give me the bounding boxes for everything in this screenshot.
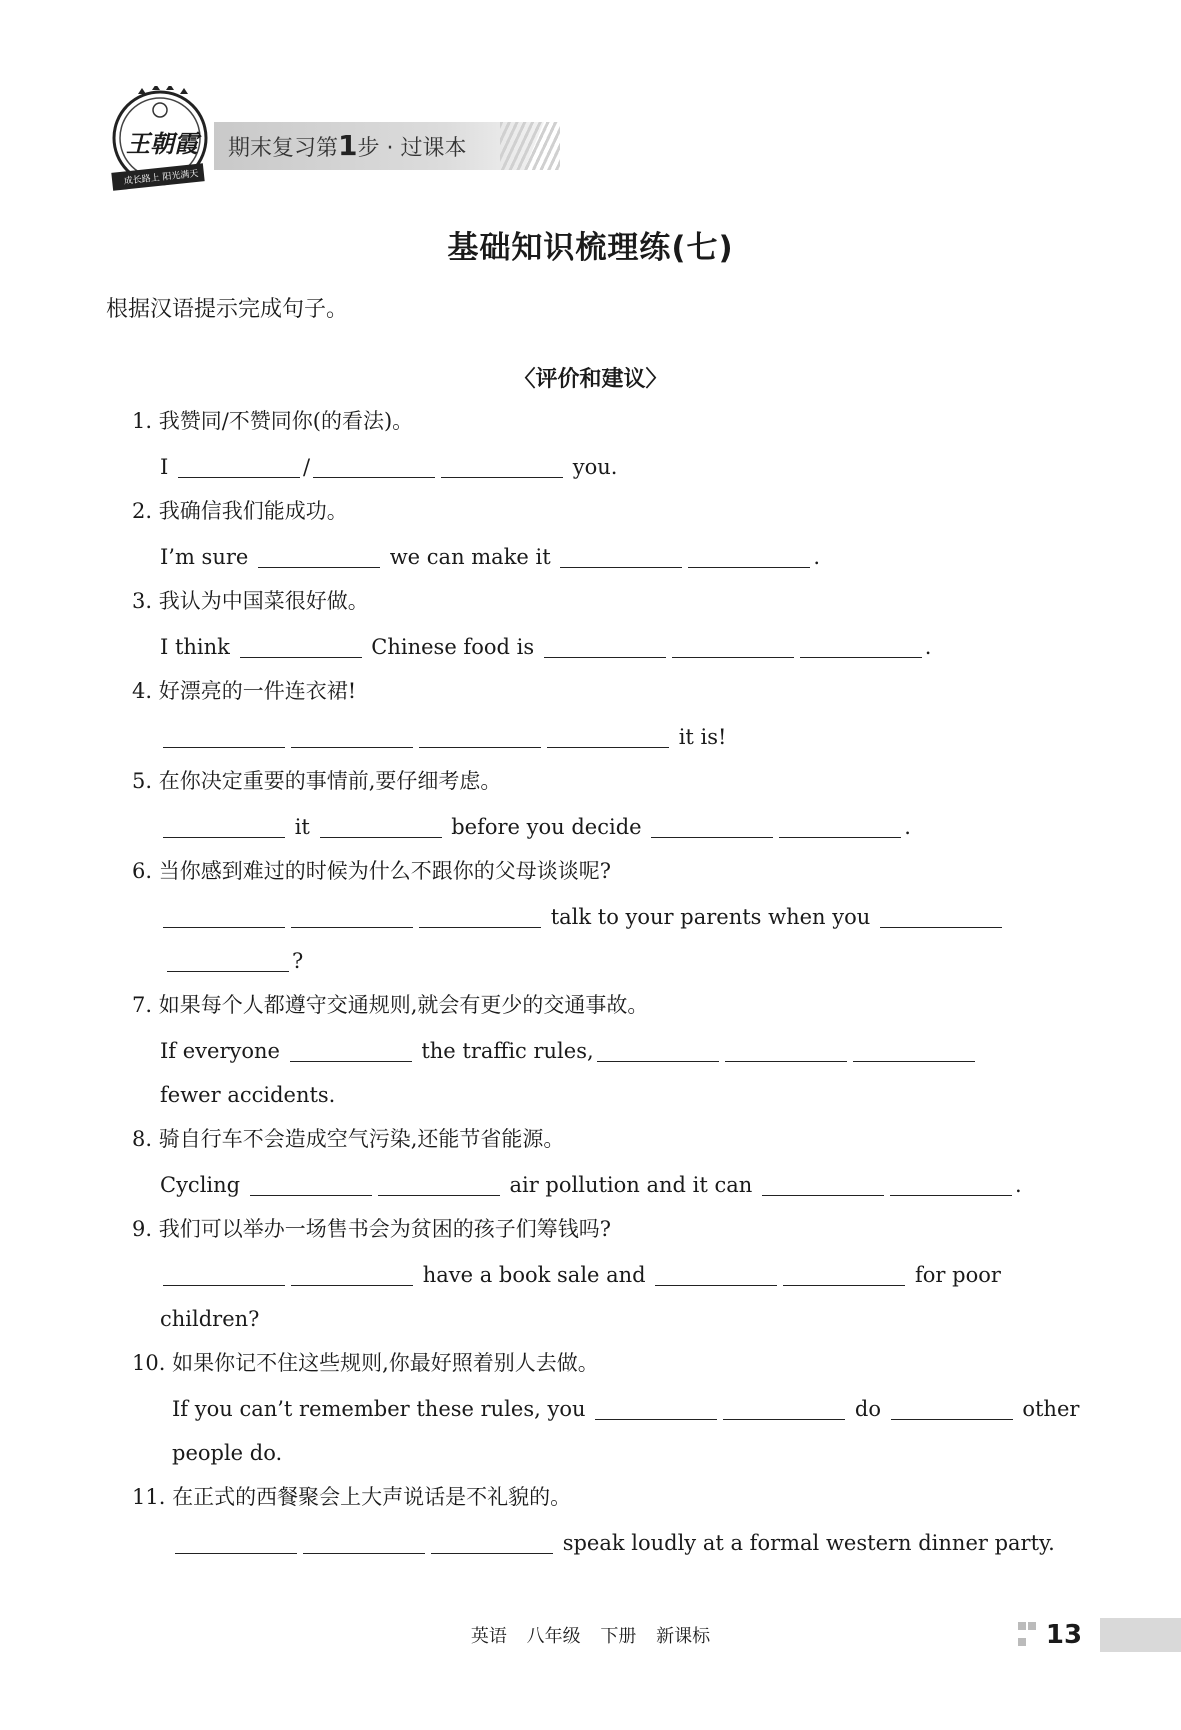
page-title: 基础知识梳理练(七): [447, 230, 734, 266]
header-stripes: [500, 122, 560, 170]
blank[interactable]: [723, 1397, 845, 1420]
blank[interactable]: [547, 725, 669, 748]
text: .: [904, 815, 911, 839]
blank[interactable]: [163, 905, 285, 928]
text: other: [1022, 1397, 1080, 1421]
question-8-en: [160, 1170, 1022, 1200]
blank[interactable]: [853, 1039, 975, 1062]
text: If everyone: [160, 1039, 280, 1063]
blank[interactable]: [651, 815, 773, 838]
question-1-en: [160, 452, 617, 482]
question-7-en: [160, 1036, 978, 1066]
blank[interactable]: [320, 815, 442, 838]
blank[interactable]: [725, 1039, 847, 1062]
question-10-en-line2: people do.: [172, 1441, 283, 1465]
blank[interactable]: [163, 1263, 285, 1286]
blank[interactable]: [291, 1263, 413, 1286]
blank[interactable]: [655, 1263, 777, 1286]
text: .: [1014, 1173, 1022, 1197]
text: ?: [292, 949, 304, 973]
text: I think: [160, 635, 230, 659]
question-11-en: [172, 1528, 1055, 1558]
instruction: 根据汉语提示完成句子。: [106, 297, 349, 322]
blank[interactable]: [163, 725, 285, 748]
question-6-cn: 6. 当你感到难过的时候为什么不跟你的父母谈谈呢?: [132, 859, 611, 883]
text: the traffic rules,: [421, 1039, 594, 1063]
blank[interactable]: [291, 725, 413, 748]
blank[interactable]: [800, 635, 922, 658]
blank[interactable]: [779, 815, 901, 838]
blank[interactable]: [431, 1531, 553, 1554]
blank[interactable]: [419, 905, 541, 928]
question-10-cn: 10. 如果你记不住这些规则,你最好照着别人去做。: [132, 1351, 599, 1375]
blank[interactable]: [163, 815, 285, 838]
text: /: [302, 455, 311, 479]
question-3-cn: 3. 我认为中国菜很好做。: [132, 589, 369, 613]
page-squares: [1018, 1618, 1038, 1652]
blank[interactable]: [672, 635, 794, 658]
blank[interactable]: [250, 1173, 372, 1196]
question-11-cn: 11. 在正式的西餐聚会上大声说话是不礼貌的。: [132, 1485, 572, 1509]
question-8-cn: 8. 骑自行车不会造成空气污染,还能节省能源。: [132, 1127, 565, 1151]
text: I’m sure: [160, 545, 249, 569]
blank[interactable]: [178, 455, 300, 478]
blank[interactable]: [313, 455, 435, 478]
blank[interactable]: [175, 1531, 297, 1554]
banner-number: 1: [338, 129, 358, 162]
text: it is!: [678, 725, 727, 749]
blank[interactable]: [890, 1173, 1012, 1196]
blank[interactable]: [783, 1263, 905, 1286]
text: .: [813, 545, 821, 569]
question-6-en: [160, 902, 1005, 932]
text: for poor: [915, 1263, 1001, 1287]
text: Cycling: [160, 1173, 241, 1197]
question-7-en-line2: fewer accidents.: [160, 1083, 336, 1107]
blank[interactable]: [880, 905, 1002, 928]
blank[interactable]: [378, 1173, 500, 1196]
text: talk to your parents when you: [550, 905, 871, 929]
footer-text: 英语 八年级 下册 新课标: [470, 1626, 711, 1647]
blank[interactable]: [167, 949, 289, 972]
text: I: [160, 455, 169, 479]
page-band: [1100, 1618, 1181, 1652]
question-4-en: [160, 722, 726, 752]
text: before you decide: [451, 815, 642, 839]
text: we can make it: [389, 545, 551, 569]
text: .: [924, 635, 932, 659]
text: do: [854, 1397, 881, 1421]
text: air pollution and it can: [509, 1173, 753, 1197]
question-1-cn: 1. 我赞同/不赞同你(的看法)。: [132, 409, 414, 433]
question-5-cn: 5. 在你决定重要的事情前,要仔细考虑。: [132, 769, 502, 793]
blank[interactable]: [544, 635, 666, 658]
blank[interactable]: [762, 1173, 884, 1196]
question-4-cn: 4. 好漂亮的一件连衣裙!: [132, 679, 357, 703]
text: have a book sale and: [422, 1263, 646, 1287]
question-9-en-line2: children?: [160, 1307, 260, 1331]
logo-text: 王朝霞: [126, 129, 198, 158]
text: If you can’t remember these rules, you: [172, 1397, 586, 1421]
blank[interactable]: [419, 725, 541, 748]
question-2-cn: 2. 我确信我们能成功。: [132, 499, 348, 523]
question-9-cn: 9. 我们可以举办一场售书会为贫困的孩子们筹钱吗?: [132, 1217, 611, 1241]
logo: [108, 86, 218, 196]
blank[interactable]: [291, 905, 413, 928]
section-title: 〈评价和建议〉: [513, 367, 668, 392]
question-2-en: [160, 542, 820, 572]
question-9-en: [160, 1260, 1001, 1290]
text: it: [294, 815, 310, 839]
question-5-en: [160, 812, 911, 842]
blank[interactable]: [688, 545, 810, 568]
blank[interactable]: [258, 545, 380, 568]
question-6-en-line2: [164, 946, 303, 976]
blank[interactable]: [560, 545, 682, 568]
blank[interactable]: [240, 635, 362, 658]
blank[interactable]: [303, 1531, 425, 1554]
banner-suffix: 步 · 过课本: [357, 136, 467, 161]
blank[interactable]: [290, 1039, 412, 1062]
blank[interactable]: [597, 1039, 719, 1062]
banner-prefix: 期末复习第: [228, 136, 339, 161]
question-10-en: [172, 1394, 1079, 1424]
text: speak loudly at a formal western dinner party.: [562, 1531, 1055, 1555]
text: Chinese food is: [371, 635, 535, 659]
blank[interactable]: [595, 1397, 717, 1420]
header-banner-text: [228, 128, 466, 164]
blank[interactable]: [441, 455, 563, 478]
page-number: 13: [1045, 1620, 1083, 1650]
logo-motto: 成长路上 阳光满天: [123, 169, 199, 187]
blank[interactable]: [891, 1397, 1013, 1420]
text: you.: [572, 455, 618, 479]
question-7-cn: 7. 如果每个人都遵守交通规则,就会有更少的交通事故。: [132, 993, 649, 1017]
question-3-en: [160, 632, 931, 662]
